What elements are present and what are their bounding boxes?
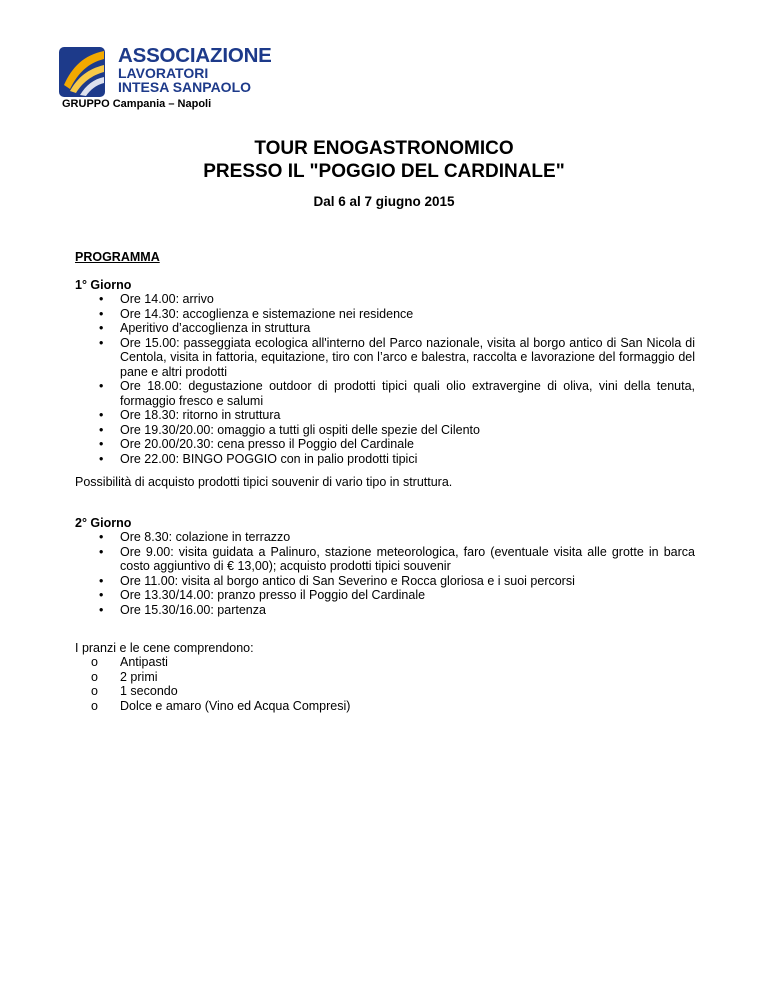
day2-schedule-list <box>75 530 695 617</box>
bullet-icon: • <box>99 544 104 559</box>
meals-intro: I pranzi e le cene comprendono: <box>75 641 254 655</box>
program-heading: PROGRAMMA <box>75 250 160 264</box>
title-line2: PRESSO IL "POGGIO DEL CARDINALE" <box>203 161 565 182</box>
list-item: • Ore 15.30/16.00: partenza <box>99 602 266 617</box>
group-label: GRUPPO Campania – Napoli <box>62 98 212 110</box>
bullet-icon: • <box>99 602 104 617</box>
day1-schedule-list <box>75 292 695 466</box>
bullet-icon: • <box>99 530 104 544</box>
circle-bullet-icon: o <box>91 669 98 684</box>
list-item: o 2 primi <box>91 669 158 684</box>
logo-text-line2: LAVORATORI <box>118 65 209 81</box>
circle-bullet-icon: o <box>91 684 98 698</box>
title-line1: TOUR ENOGASTRONOMICO <box>254 138 514 159</box>
bullet-icon: • <box>99 321 104 335</box>
list-item: • Ore 11.00: visita al borgo antico di San Severino e Rocca gloriosa e i suoi percorsi <box>99 573 575 588</box>
document-title <box>0 137 768 183</box>
list-item: • Ore 20.00/20.30: cena presso il Poggio del Cardinale <box>99 437 414 451</box>
circle-bullet-icon: o <box>91 655 98 669</box>
list-item: • Ore 19.30/20.00: omaggio a tutti gli ospiti delle spezie del Cilento <box>99 422 480 437</box>
bullet-icon: • <box>99 335 104 350</box>
logo-text-line1: ASSOCIAZIONE <box>118 44 272 67</box>
list-item: • Ore 15.00: passeggiata ecologica all'interno del Parco nazionale, visita al borgo antico di San Nicola di Centola, visita in fattoria, equitazione, tiro con l’arco e balestra, raccolta e lavorazione del formaggio del pane e altri prodotti <box>99 335 695 379</box>
bullet-icon: • <box>99 588 104 602</box>
bullet-icon: • <box>99 573 104 588</box>
list-item: • Ore 13.30/14.00: pranzo presso il Poggio del Cardinale <box>99 588 426 602</box>
list-item: o 1 secondo <box>91 684 178 698</box>
association-logo <box>58 44 272 100</box>
bullet-icon: • <box>99 422 104 437</box>
list-item: • Ore 14.30: accoglienza e sistemazione nei residence <box>99 306 414 321</box>
circle-bullet-icon: o <box>91 698 98 713</box>
bullet-icon: • <box>99 408 104 422</box>
list-item: o Antipasti <box>91 655 168 669</box>
list-item: • Ore 18.00: degustazione outdoor di prodotti tipici quali olio extravergine di oliva, vini della tenuta, formaggio fresco e salumi <box>99 379 695 408</box>
list-item: • Ore 9.00: visita guidata a Palinuro, stazione meteorologica, faro (eventuale visita alle grotte in barca costo aggiuntivo di € 13,00); acquisto prodotti tipici souvenir <box>99 544 695 573</box>
list-item: o Dolce e amaro (Vino ed Acqua Compresi) <box>91 698 351 713</box>
bullet-icon: • <box>99 451 104 466</box>
day2-heading: 2° Giorno <box>75 516 132 530</box>
logo-emblem-icon <box>58 45 110 100</box>
logo-text-line3: INTESA SANPAOLO <box>118 79 252 95</box>
bullet-icon: • <box>99 292 104 306</box>
event-dates: Dal 6 al 7 giugno 2015 <box>313 194 455 209</box>
bullet-icon: • <box>99 306 104 321</box>
bullet-icon: • <box>99 379 104 393</box>
list-item: • Aperitivo d’accoglienza in struttura <box>99 321 311 335</box>
meals-list <box>75 655 350 713</box>
day1-note: Possibilità di acquisto prodotti tipici souvenir di vario tipo in struttura. <box>75 475 453 489</box>
list-item: • Ore 8.30: colazione in terrazzo <box>99 530 291 544</box>
day1-heading: 1° Giorno <box>75 278 132 292</box>
list-item: • Ore 14.00: arrivo <box>99 292 214 306</box>
list-item: • Ore 22.00: BINGO POGGIO con in palio prodotti tipici <box>99 451 418 466</box>
list-item: • Ore 18.30: ritorno in struttura <box>99 408 281 422</box>
bullet-icon: • <box>99 437 104 451</box>
